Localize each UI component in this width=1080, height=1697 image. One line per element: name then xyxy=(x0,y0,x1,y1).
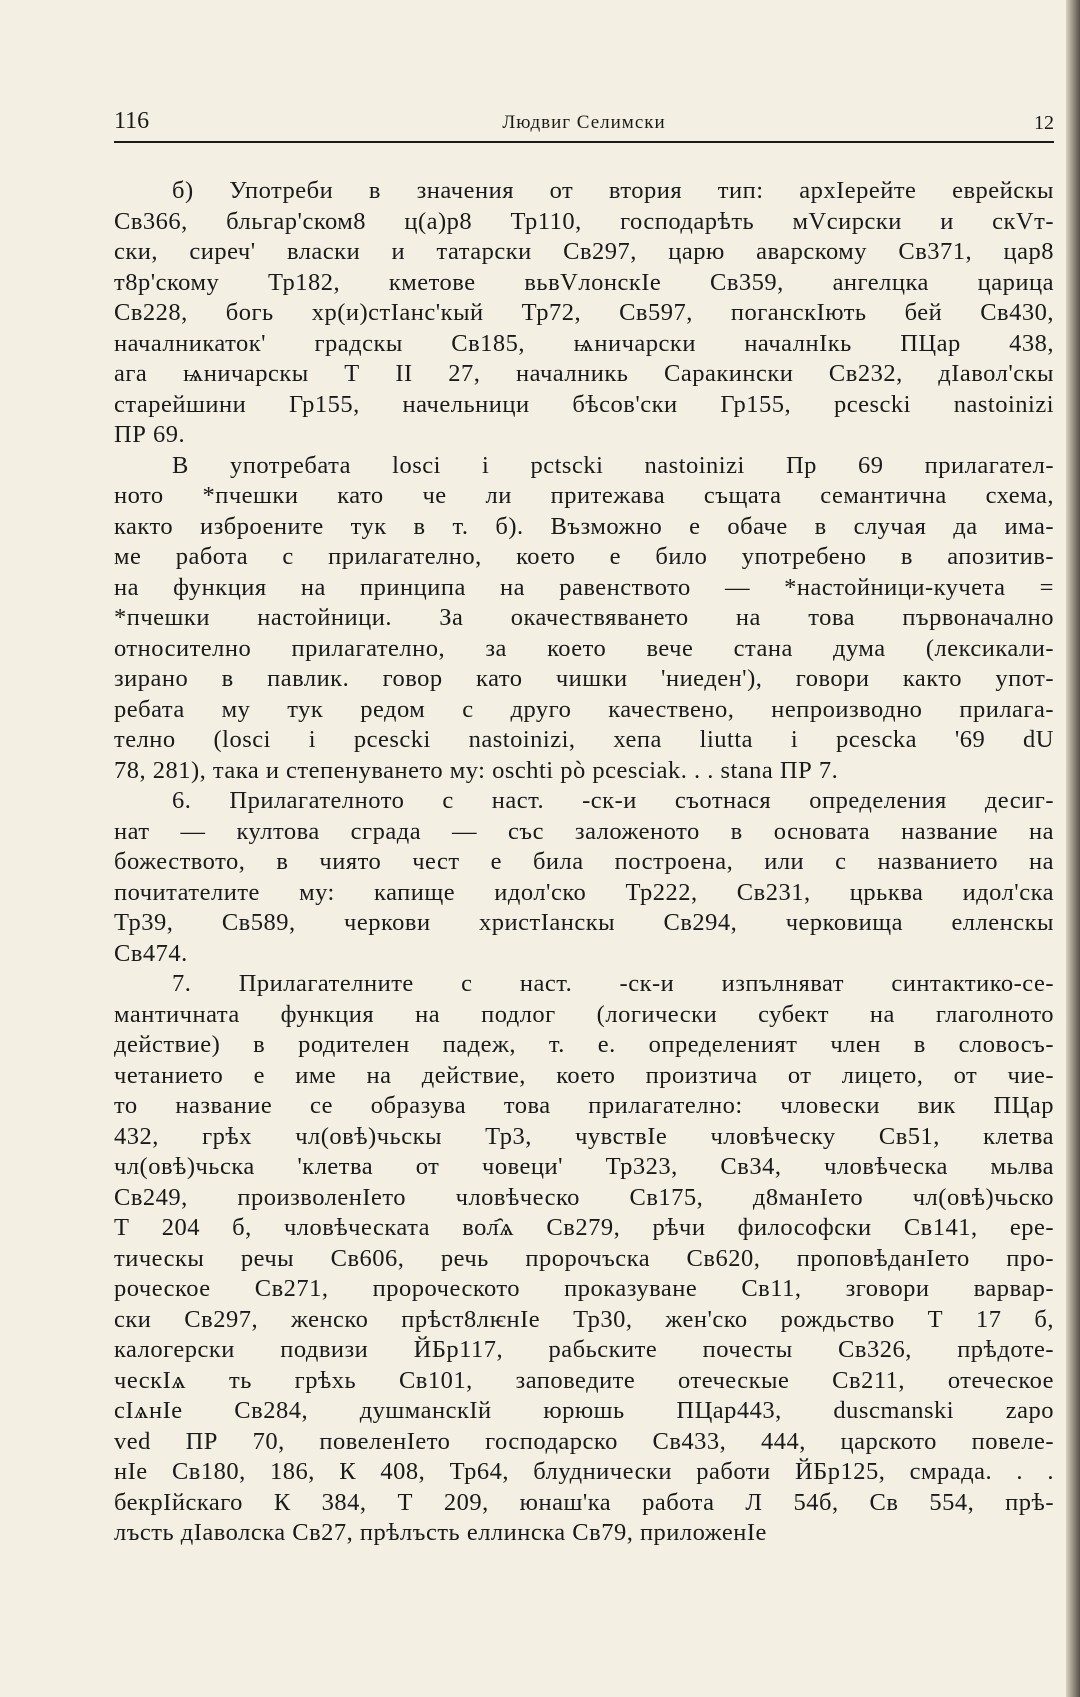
text-line: В употребата losci i pctscki nastoinizi Пр 69 прилагател- xyxy=(172,451,1054,479)
text-line: действие) в родителен падеж, т. е. определеният член в словосъ- xyxy=(114,1031,1054,1058)
text-line: старейшини Гр155, начельници бѣсов'ски Гр155, pcescki nastoinizi xyxy=(114,390,1054,418)
text-line: ved ПР 70, повеленІето господарско Св433, 444, царското повеле- xyxy=(114,1427,1054,1455)
paragraph xyxy=(114,176,1054,451)
text-line: т8р'скому Тр182, кметове вьвVлонскІе Св359, ангелцка царица xyxy=(114,268,1054,296)
text-line: четанието е име на действие, което произтича от лицето, от чие- xyxy=(114,1061,1054,1089)
text-line: нІе Св180, 186, К 408, Тр64, блуднически работи ЙБр125, смрада. . . xyxy=(114,1458,1054,1485)
text-line: то название се образува това прилагателно: чловески вик ПЦар xyxy=(114,1092,1054,1119)
text-line: мантичната функция на подлог (логически субект на глаголното xyxy=(114,1000,1054,1028)
text-line: роческое Св271, пророческото проказуване Св11, зговори варвар- xyxy=(114,1275,1054,1302)
paragraph xyxy=(114,786,1054,969)
text-line: почитателите му: капище идол'ско Тр222, Св231, црьква идол'ска xyxy=(114,878,1054,906)
text-line: на функция на принципа на равенството — *настойници-кучета = xyxy=(114,573,1054,601)
text-line: 432, грѣх чл(овѣ)чьскы Тр3, чувствІе чловѣческу Св51, клетва xyxy=(114,1122,1054,1150)
text-line: ребата му тук редом с друго качествено, непроизводно прилага- xyxy=(114,695,1054,723)
paragraph xyxy=(114,451,1054,787)
text-line: ното *пчешки като че ли притежава същата семантична схема, xyxy=(114,482,1054,509)
text-line: Св228, богь хр(и)стІанс'кый Тр72, Св597, поганскІють бей Св430, xyxy=(114,299,1054,326)
text-line: Тр39, Св589, черкови христІанскы Св294, черковища елленскы xyxy=(114,909,1054,936)
text-line: ага ѩничарскы Т II 27, началникь Саракински Св232, дІавол'скы xyxy=(114,360,1054,387)
text-line: калогерски подвизи ЙБр117, рабьските почесты Св326, прѣдоте- xyxy=(114,1336,1054,1363)
book-spine-shadow xyxy=(1066,0,1080,1697)
text-line: *пчешки настойници. За окачествяването на това първоначално xyxy=(114,604,1054,631)
text-line: нат — култова сграда — със заложеното в основата название на xyxy=(114,817,1054,845)
text-line: бекрІйскаго К 384, Т 209, юнаш'ка работа Л 54б, Св 554, прѣ- xyxy=(114,1488,1054,1516)
text-line: началникаток' градскы Св185, ѩничарски началнІкь ПЦар 438, xyxy=(114,329,1054,357)
page-number: 116 xyxy=(114,108,150,134)
text-line: 7. Прилагателните с наст. -ск-и изпълняват синтактико-се- xyxy=(172,970,1054,997)
text-line: божеството, в чиято чест е била построена, или с названието на xyxy=(114,848,1054,875)
text-line: сІѧнІе Св284, душманскІй юрюшь ПЦар443, duscmanski zapo xyxy=(114,1397,1054,1424)
text-line: Св474. xyxy=(114,939,188,967)
body-text xyxy=(114,176,1054,1549)
text-line: ме работа с прилагателно, което е било употребено в апозитив- xyxy=(114,543,1054,570)
text-line: чл(овѣ)чьска 'клетва от човеци' Тр323, Св34, чловѣческа мьлва xyxy=(114,1153,1054,1180)
text-line: телно (losci i pcescki nastoinizi, хепа liutta i pcescka '69 dU xyxy=(114,726,1054,753)
text-line: 6. Прилагателното с наст. -ск-и съотнася определения десиг- xyxy=(172,787,1054,814)
text-line: тическы речы Св606, речь пророчъска Св620, проповѣданІето про- xyxy=(114,1244,1054,1272)
text-line: зирано в павлик. говор като чишки 'ниеден'), говори както упот- xyxy=(114,665,1054,692)
text-line: ческІѧ ть грѣхь Св101, заповедите отеческые Св211, отеческое xyxy=(114,1366,1054,1394)
running-title: Людвиг Селимски xyxy=(502,112,666,133)
text-line: ски Св297, женско прѣст8лѥнІе Тр30, жен'ско рождьство Т 17 б, xyxy=(114,1305,1054,1333)
text-line: лъсть дІаволска Св27, прѣлъсть еллинска Св79, приложенІе xyxy=(114,1519,767,1546)
text-line: б) Употреби в значения от втория тип: архІерейте еврейскы xyxy=(172,177,1054,204)
text-line: ски, сиреч' власки и татарски Св297, царю аварскому Св371, цар8 xyxy=(114,238,1054,265)
header-rule xyxy=(114,141,1054,143)
text-line: Т 204 б, чловѣческата вол҄ѧ Св279, рѣчи философски Св141, ере- xyxy=(114,1214,1054,1241)
text-line: относително прилагателно, за което вече стана дума (лексикали- xyxy=(114,634,1054,662)
text-line: 78, 281), така и степенуването му: oschti pò pcesciak. . . stana ПР 7. xyxy=(114,756,839,784)
text-line: ПР 69. xyxy=(114,421,186,448)
text-line: Св249, произволенІето чловѣческо Св175, д8манІето чл(овѣ)чьско xyxy=(114,1183,1054,1211)
header-right-number: 12 xyxy=(1034,112,1054,134)
text-line: Св366, бльгар'ском8 ц(а)р8 Тр110, господарѣть мVсирски и скVт- xyxy=(114,207,1054,235)
page-header xyxy=(114,108,1054,142)
text-line: както изброените тук в т. б). Възможно е обаче в случая да има- xyxy=(114,512,1054,540)
paragraph xyxy=(114,969,1054,1549)
